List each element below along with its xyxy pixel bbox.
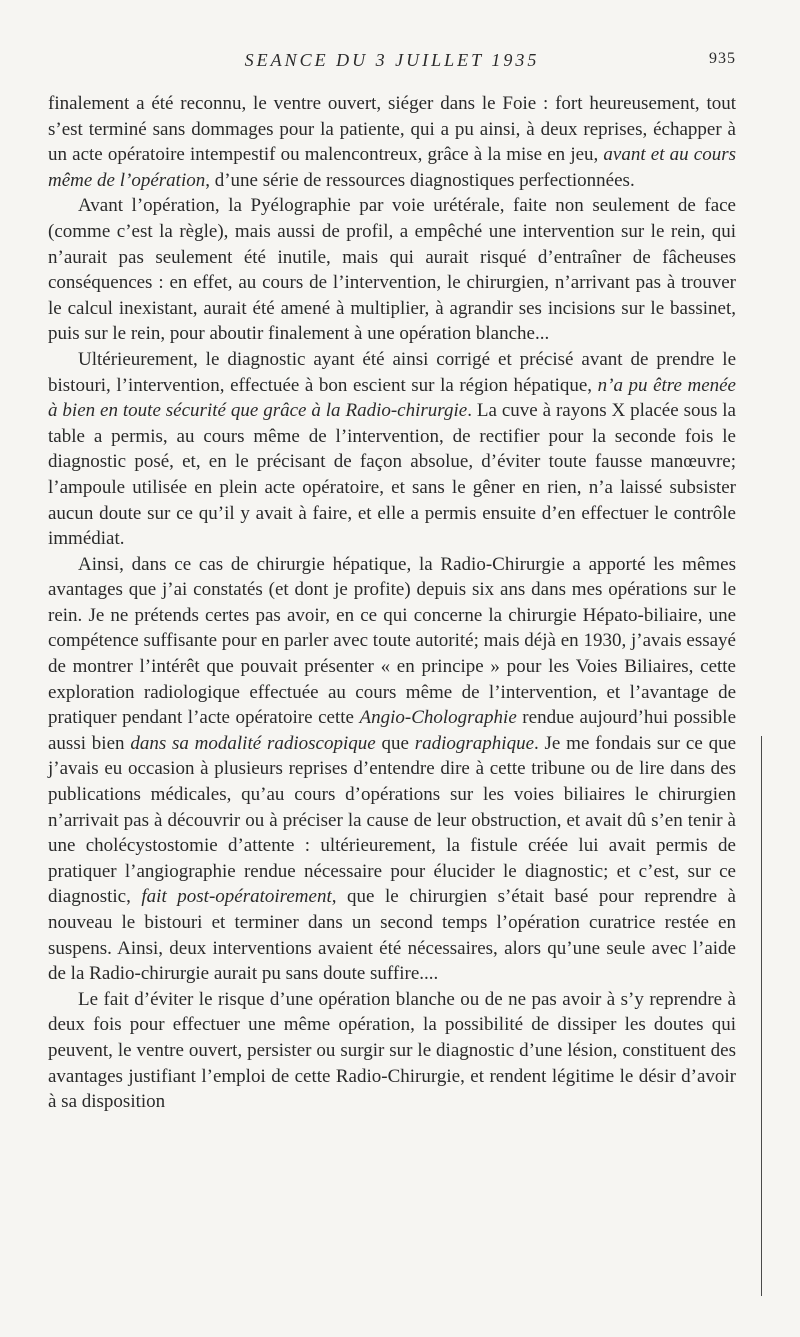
paragraph-3 <box>48 347 736 552</box>
page-header <box>48 50 736 76</box>
paragraph-text: . Je me fondais sur ce que j’avais eu occasion à plusieurs reprises d’entendre dire à cette tribune ou de lire dans des publications médicales, qu’au cours d’opérations sur les voies biliaires le chirurgien n’arrivait pas à découvrir ou à préciser la cause de leur obstruction, et avait dû s’en tenir à une cholécystostomie d’attente : ultérieurement, la fistule créée lui avait permis de pratiquer l’angiographie rendue nécessaire pour élucider le diagnostic; et c’est, sur ce diagnostic, <box>48 732 737 908</box>
paragraph-2 <box>48 193 736 347</box>
paragraph-5 <box>48 987 736 1115</box>
emphasis-text: Angio-Cholographie <box>359 707 517 729</box>
running-title: SEANCE DU 3 JUILLET 1935 <box>244 50 540 70</box>
paragraph-text: Ainsi, dans ce cas de chirurgie hépatique, la Radio-Chirurgie a apporté les mêmes avantages que j’ai constatés (et dont je profite) depuis six ans dans mes opérations sur le rein. Je ne prétends certes pas avoir, en ce qui concerne la chirurgie Hépato-biliaire, une compétence suffisante pour en parler avec toute autorité; mais déjà en 1930, j’avais essayé de montrer l’intérêt que pouvait présenter « en principe » pour les Voies Biliaires, cette exploration radiologique effectuée au cours même de l’intervention, et l’avantage de pratiquer pendant l’acte opératoire cette <box>48 553 736 729</box>
paragraph-text: finalement a été reconnu, le ventre ouvert, siéger dans le Foie : fort heureusement, tout s’est terminé sans dommages pour la patiente, qui a pu ainsi, à deux reprises, échapper à un acte opératoire intempestif ou malencontreux, grâce à la mise en jeu, <box>48 93 736 166</box>
paragraph-1 <box>48 91 736 193</box>
paragraph-text: rendue aujourd’hui possible aussi bien <box>48 707 736 754</box>
paragraph-text: que <box>375 732 415 754</box>
emphasis-text: dans sa modalité radioscopique <box>130 732 376 754</box>
paragraph-text: Avant l’opération, la Pyélographie par voie urétérale, faite non seulement de face (comme c’est la règle), mais aussi de profil, a empêché une intervention sur le rein, qui n’aurait pas seulement été inutile, mais qui aurait risqué d’entraîner de fâcheuses conséquences : en effet, au cours de l’intervention, le chirurgien, n’arrivant pas à trouver le calcul inexistant, aurait été amené à multiplier, à agrandir ses incisions sur le bassinet, puis sur le rein, pour aboutir finalement à une opération blanche... <box>48 195 736 345</box>
emphasis-text: radiographique <box>414 732 534 754</box>
paragraph-text: , que le chirurgien s’était basé pour reprendre à nouveau le bistouri et terminer dans un second temps l’opération curatrice restée en suspens. Ainsi, deux interventions avaient été nécessaires, alors qu’une seule avec l’aide de la Radio-chirurgie aurait pu sans doute suffire.... <box>48 886 736 985</box>
page-number: 935 <box>709 50 736 67</box>
paragraph-4 <box>48 552 736 987</box>
paragraph-text: Le fait d’éviter le risque d’une opération blanche ou de ne pas avoir à s’y reprendre à deux fois pour effectuer une même opération, la possibilité de dissiper les doutes qui peuvent, le ventre ouvert, persister ou surgir sur le diagnostic d’une lésion, constituent des avantages justifiant l’emploi de cette Radio-Chirurgie, et rendent légitime le désir d’avoir à sa disposition <box>48 988 736 1113</box>
emphasis-text: fait post-opératoirement <box>141 886 332 908</box>
emphasis-text: n’a pu être menée à bien en toute sécurité que grâce à la Radio-chirurgie <box>48 374 736 422</box>
paragraph-text: . La cuve à rayons X placée sous la table a permis, au cours même de l’intervention, de rectifier pour la seconde fois le diagnostic posé, et, en le précisant de façon absolue, d’éviter toute fausse manœuvre; l’ampoule utilisée en plein acte opératoire, et sans le gêner en rien, n’a laissé subsister aucun doute sur ce qu’il y avait à faire, et elle a permis ensuite d’en effectuer le contrôle immédiat. <box>48 400 736 550</box>
paragraph-text: , d’une série de ressources diagnostiques perfectionnées. <box>205 169 635 191</box>
emphasis-text: avant et au cours même de l’opération <box>48 144 736 191</box>
paragraph-text: Ultérieurement, le diagnostic ayant été ainsi corrigé et précisé avant de prendre le bistouri, l’intervention, effectuée à bon escient sur la région hépatique, <box>48 348 736 396</box>
margin-binding-mark <box>741 736 762 1296</box>
body-text <box>48 91 736 1115</box>
